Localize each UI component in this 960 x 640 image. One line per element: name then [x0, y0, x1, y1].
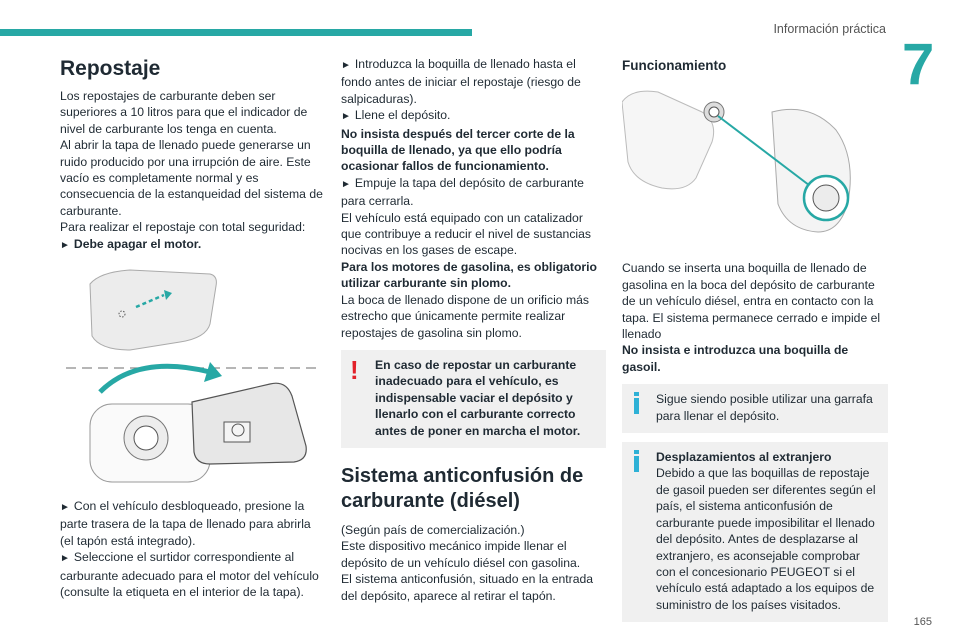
column-2: [341, 56, 606, 604]
step-insert-text: Introduzca la boquilla de llenado hasta el fondo antes de iniciar el repostaje (riesgo de salpicaduras).: [341, 57, 581, 106]
step-close-text: Empuje la tapa del depósito de carburante para cerrarla.: [341, 175, 584, 209]
warning-box-title: En caso de repostar un carburante inadecuado para el vehículo, es: [375, 357, 577, 389]
operation-heading: Funcionamiento: [622, 58, 727, 73]
warning-box: [341, 350, 606, 448]
step-fill-tank: [341, 107, 606, 125]
info-abroad-text: Debido a que las boquillas de repostaje de gasoil pueden ser diferentes según el país, el sistema anticonfusión de carburante puede imposibilitar el llenado del depósito. Antes de desplazarse al extranjero, es aconsejable comprobar con el concesionario PEUGEOT si el vehículo está adaptado a los equipos de suministro de los países visitados.: [656, 466, 876, 612]
header-accent-bar: [0, 29, 472, 36]
misfuel-heading: Sistema anticonfusión de carburante (diésel): [341, 464, 584, 512]
paragraph-minimum: Los repostajes de carburante deben ser superiores a 10 litros para que el indicador de nivel de carburante los tenga en cuenta.: [60, 89, 308, 136]
paragraph-operation-bold: No insista e introduzca una boquilla de gasoil.: [622, 343, 849, 374]
info-icon: [634, 392, 639, 414]
paragraph-catalyst: El vehículo está equipado con un catalizador que contribuye a reducir el nivel de sustancias nocivas en los gases de escape.: [341, 210, 591, 258]
paragraph-unleaded: La boca de llenado dispone de un orificio más estrecho que únicamente permite realizar repostajes de gasolina sin plomo.: [341, 292, 589, 340]
arrow-icon: ►: [341, 60, 351, 71]
paragraph-unleaded-bold: Para los motores de gasolina, es obligatorio utilizar carburante sin plomo.: [341, 259, 598, 291]
warning-third-cut: No insista después del tercer corte de la boquilla de llenado, ya que ello podría ocasionar fallos de funcionamiento.: [341, 126, 575, 174]
chapter-number: 7: [902, 32, 935, 97]
section-title: Información práctica: [773, 22, 886, 36]
paragraph-device: Este dispositivo mecánico impide llenar el depósito de un vehículo diésel con gasolina.: [341, 539, 581, 570]
info-abroad-title: Desplazamientos al extranjero: [656, 450, 832, 465]
info-box-jerrycan: [622, 384, 888, 433]
warning-icon: !: [350, 354, 359, 385]
refueling-heading: Repostaje: [60, 57, 161, 80]
step-engine-text: Debe apagar el motor.: [73, 236, 202, 251]
paragraph-system: El sistema anticonfusión, situado en la entrada del depósito, aparece al retirar el tapón.: [341, 572, 594, 603]
arrow-icon: ►: [60, 553, 70, 565]
arrow-icon: ►: [60, 239, 70, 251]
step-engine-off: [60, 236, 326, 254]
paragraph-country: (Según país de comercialización.): [341, 522, 525, 537]
column-1: [60, 56, 326, 601]
arrow-icon: ►: [60, 502, 70, 514]
paragraph-operation: Cuando se inserta una boquilla de llenado de gasolina en la boca del depósito de carburante de un vehículo diésel, entra en contacto con la tapa. El sistema permanece cerrado e impide el llenado: [622, 261, 881, 342]
misfuel-device-illustration: [622, 82, 888, 252]
step-select-pump: [60, 549, 326, 600]
info-icon: [634, 450, 639, 472]
step-fill-text: Llene el depósito.: [354, 108, 451, 123]
column-3: [622, 56, 888, 622]
paragraph-safety: Para realizar el repostaje con total seguridad:: [60, 220, 306, 235]
step-close-flap: [341, 175, 606, 210]
step-select-text: Seleccione el surtidor correspondiente al carburante adecuado para el motor del vehículo (consulte la etiqueta en el interior de la tapa).: [60, 550, 319, 600]
info-jerrycan-text: Sigue siendo posible utilizar una garrafa para llenar el depósito.: [656, 392, 873, 423]
page-number: 165: [913, 616, 932, 628]
fuel-flap-illustration: [60, 262, 326, 490]
paragraph-air-noise: Al abrir la tapa de llenado puede generarse un ruido producido por una irrupción de aire. Este vacío es completamente normal y es consecuencia de la estanqueidad del sistema de carburante.: [60, 138, 323, 218]
info-box-abroad: [622, 442, 888, 622]
step-press-text: Con el vehículo desbloqueado, presione la parte trasera de la tapa de llenado para abrirla (el tapón está integrado).: [60, 499, 311, 548]
step-press-flap: [60, 498, 326, 549]
warning-box-text: indispensable vaciar el depósito y llenarlo con el carburante correcto antes de poner en marcha el motor.: [375, 390, 581, 438]
step-insert-nozzle: [341, 56, 606, 107]
arrow-icon: ►: [341, 178, 351, 190]
arrow-icon: ►: [341, 111, 351, 123]
